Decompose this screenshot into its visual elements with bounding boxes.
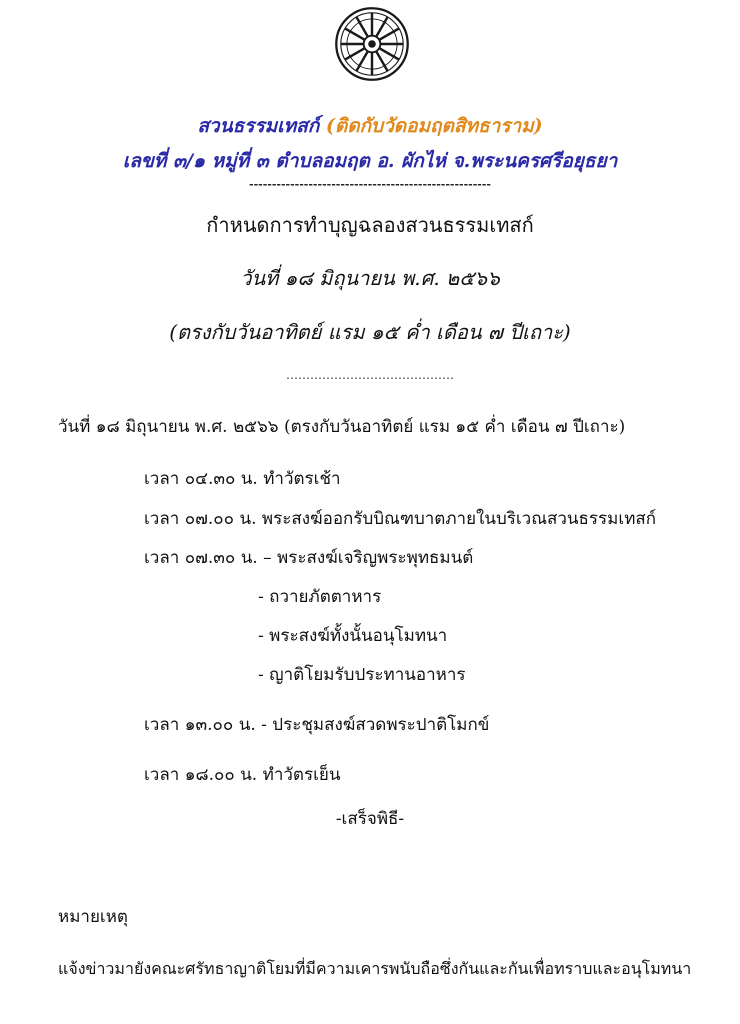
dotted-divider: ……………………………………: [286, 368, 454, 382]
header-divider: -----------------------------------------------------: [249, 178, 491, 191]
organization-name: สวนธรรมเทสก์: [197, 115, 326, 137]
organization-address: เลขที่ ๓/๑ หมู่ที่ ๓ ตำบลอมฤต อ. ผักไห่ จ.พระนครศรีอยุธยา: [122, 150, 618, 172]
schedule-sub-item: - ถวายภัตตาหาร: [258, 587, 382, 607]
schedule-item: เวลา ๑๓.๐๐ น. - ประชุมสงฆ์สวดพระปาติโมกข์: [144, 715, 490, 735]
dharma-wheel-icon: [334, 6, 410, 82]
schedule-title: กำหนดการทำบุญฉลองสวนธรรมเทสก์: [206, 213, 534, 237]
organization-location-note: (ติดกับวัดอมฤตสิทธาราม): [325, 115, 543, 137]
schedule-item: เวลา ๐๗.๓๐ น. – พระสงฆ์เจริญพระพุทธมนต์: [144, 548, 474, 568]
ceremony-end: -เสร็จพิธี-: [335, 809, 405, 829]
schedule-sub-item: - พระสงฆ์ทั้งนั้นอนุโมทนา: [258, 626, 448, 646]
note-heading: หมายเหตุ: [58, 907, 128, 927]
schedule-sub-item: - ญาติโยมรับประทานอาหาร: [258, 665, 466, 685]
event-date: วันที่ ๑๘ มิถุนายน พ.ศ. ๒๕๖๖: [240, 266, 500, 290]
schedule-item: เวลา ๐๗.๐๐ น. พระสงฆ์ออกรับบิณฑบาตภายในบริเวณสวนธรรมเทสก์: [144, 509, 657, 529]
schedule-item: เวลา ๐๔.๓๐ น. ทำวัตรเช้า: [144, 469, 341, 489]
schedule-date-line: วันที่ ๑๘ มิถุนายน พ.ศ. ๒๕๖๖ (ตรงกับวันอาทิตย์ แรม ๑๕ ค่ำ เดือน ๗ ปีเถาะ): [58, 417, 626, 437]
organization-title: [0, 111, 740, 141]
note-text: แจ้งข่าวมายังคณะศรัทธาญาติโยมที่มีความเคารพนับถือซึ่งกันและกันเพื่อทราบและอนุโมทนา: [58, 959, 692, 978]
schedule-item: เวลา ๑๘.๐๐ น. ทำวัตรเย็น: [144, 765, 341, 785]
event-lunar-date: (ตรงกับวันอาทิตย์ แรม ๑๕ ค่ำ เดือน ๗ ปีเถาะ): [169, 320, 571, 344]
